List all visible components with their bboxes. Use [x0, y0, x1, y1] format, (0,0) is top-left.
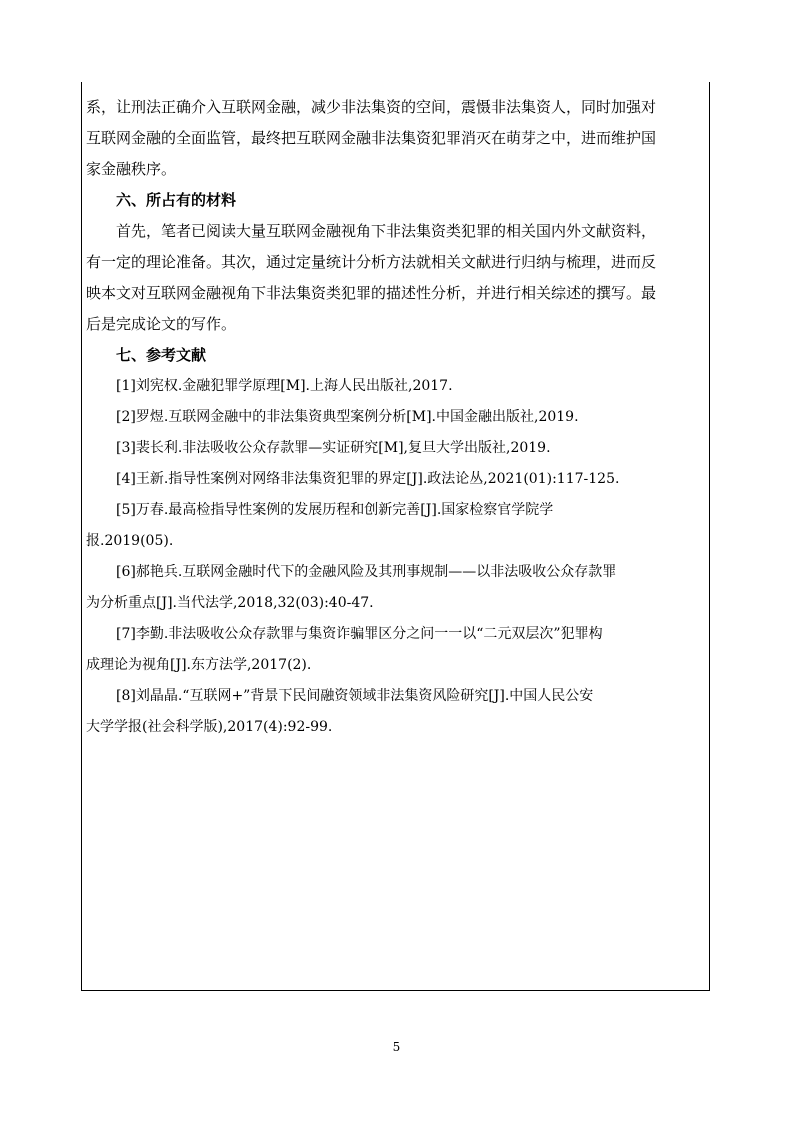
reference-item — [86, 433, 706, 464]
reference-list — [86, 371, 706, 743]
reference-item — [86, 464, 706, 495]
reference-line: 成理论为视角[J].东方法学,2017(2). — [86, 657, 312, 673]
text-line: 首先，笔者已阅读大量互联网金融视角下非法集资类犯罪的相关国内外文献资料， — [116, 222, 657, 240]
document-body — [86, 92, 706, 743]
reference-line: [8]刘晶晶.“互联网+”背景下民间融资领域非法集资风险研究[J].中国人民公安 — [116, 688, 594, 704]
reference-line: 大学学报(社会科学版),2017(4):92-99. — [86, 719, 333, 735]
section-heading-references: 七、参考文献 — [116, 346, 207, 364]
text-line: 互联网金融的全面监管，最终把互联网金融非法集资犯罪消灭在萌芽之中，进而维护国 — [86, 129, 657, 147]
reference-line: 报.2019(05). — [86, 533, 174, 549]
reference-item — [86, 619, 706, 681]
reference-line: 为分析重点[J].当代法学,2018,32(03):40-47. — [86, 595, 374, 611]
reference-item — [86, 557, 706, 619]
reference-line: [6]郝艳兵.互联网金融时代下的金融风险及其刑事规制——以非法吸收公众存款罪 — [116, 564, 617, 580]
reference-line: [7]李勤.非法吸收公众存款罪与集资诈骗罪区分之问一一以“二元双层次”犯罪构 — [116, 626, 603, 642]
reference-item — [86, 681, 706, 743]
reference-line: [4]王新.指导性案例对网络非法集资犯罪的界定[J].政法论丛,2021(01):117-125. — [116, 471, 620, 487]
reference-item — [86, 495, 706, 557]
text-line: 映本文对互联网金融视角下非法集资类犯罪的描述性分析，并进行相关综述的撰写。最 — [86, 284, 657, 302]
materials-paragraph — [86, 216, 706, 340]
reference-line: [1]刘宪权.金融犯罪学原理[M].上海人民出版社,2017. — [116, 378, 453, 394]
reference-line: [3]裴长利.非法吸收公众存款罪—实证研究[M],复旦大学出版社,2019. — [116, 440, 551, 456]
reference-line: [5]万春.最高检指导性案例的发展历程和创新完善[J].国家检察官学院学 — [116, 502, 554, 518]
reference-item — [86, 371, 706, 402]
text-line: 系，让刑法正确介入互联网金融，减少非法集资的空间，震慑非法集资人，同时加强对 — [86, 98, 657, 116]
text-line: 家金融秩序。 — [86, 160, 177, 178]
continuation-paragraph — [86, 92, 706, 185]
text-line: 有一定的理论准备。其次，通过定量统计分析方法就相关文献进行归纳与梳理，进而反 — [86, 253, 657, 271]
reference-item — [86, 402, 706, 433]
page-number: 5 — [392, 1040, 401, 1054]
section-heading-materials: 六、所占有的材料 — [116, 191, 237, 209]
reference-line: [2]罗煜.互联网金融中的非法集资典型案例分析[M].中国金融出版社,2019. — [116, 409, 579, 425]
text-line: 后是完成论文的写作。 — [86, 315, 237, 333]
